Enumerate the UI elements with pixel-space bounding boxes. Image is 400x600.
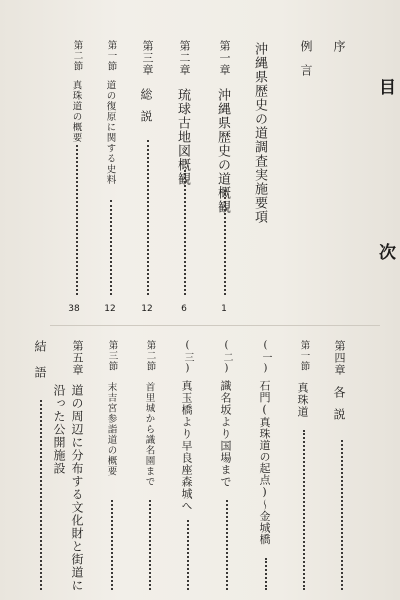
toc-ch3-leader (147, 140, 149, 295)
toc-entry-preface: 序 (332, 40, 346, 53)
toc-ch1-label: 第一章 (218, 40, 231, 76)
toc-ch3-title: 総説 (139, 88, 153, 132)
toc-entry-notes: 例言 (299, 40, 313, 88)
toc-ch3-sec2-title: 真珠道の概要 (70, 80, 82, 143)
toc-ch4-label: 第四章 (333, 340, 346, 376)
toc-entry-conclusion: 結語 (33, 340, 47, 392)
toc-ch3-sec1-label: 第一節 (105, 40, 117, 72)
toc-ch1-page: 1 (221, 304, 227, 314)
toc-ch4-sec2-leader (149, 500, 151, 590)
toc-ch1-leader (224, 190, 226, 295)
toc-ch4-sec1-title: 真珠道 (296, 382, 309, 418)
divider (50, 325, 380, 326)
toc-ch2-label: 第二章 (178, 40, 191, 76)
toc-ch3-label: 第三章 (141, 40, 154, 76)
toc-ch4-item1-title: 石門(真珠道の起点)～金城橋 (258, 380, 271, 545)
toc-ch3-sec2-leader (76, 145, 78, 295)
toc-ch4-item2-marker: (二) (221, 340, 232, 375)
toc-ch4-leader (341, 440, 343, 590)
toc-ch3-page: 12 (141, 304, 153, 314)
toc-ch4-item2-leader (226, 500, 228, 590)
toc-ch4-sec2-label: 第二節 (144, 340, 156, 372)
toc-ch3-sec1-title: 道の復原に関する史料 (104, 80, 116, 185)
toc-conclusion-leader (40, 400, 42, 590)
toc-ch2-leader (184, 170, 186, 295)
toc-ch4-item1-leader (265, 558, 267, 590)
toc-ch5-title-line1: 道の周辺に分布する文化財と街道に (70, 384, 84, 592)
toc-ch4-sec3-title: 末吉宮参詣道の概要 (105, 382, 117, 477)
toc-ch5-label: 第五章 (71, 340, 84, 376)
toc-ch4-item3-marker: (三) (182, 340, 193, 375)
toc-ch2-title: 琉球古地図概観 (175, 88, 190, 186)
toc-ch4-item1-marker: (一) (260, 340, 271, 375)
toc-ch4-sec1-label: 第一節 (298, 340, 310, 372)
toc-ch3-sec1-leader (110, 200, 112, 295)
toc-ch4-title: 各説 (332, 386, 346, 430)
toc-ch2-page: 6 (181, 304, 187, 314)
toc-ch4-sec2-title: 首里城から識名園まで (143, 382, 155, 487)
toc-ch3-sec1-page: 12 (104, 304, 116, 314)
toc-ch4-sec3-leader (111, 500, 113, 590)
toc-ch3-sec2-page: 38 (68, 304, 80, 314)
toc-ch4-item3-title: 真玉橋より早良座森城へ (180, 380, 193, 512)
toc-entry-survey-outline: 沖縄県歴史の道調査実施要項 (252, 42, 267, 224)
toc-ch4-item3-leader (187, 520, 189, 590)
toc-ch4-item2-title: 識名坂より国場まで (219, 380, 232, 488)
toc-ch4-sec1-leader (303, 430, 305, 590)
toc-title-char-2: 次 (375, 243, 395, 260)
toc-ch4-sec3-label: 第三節 (106, 340, 118, 372)
toc-ch5-title-line2: 沿った公開施設 (52, 384, 66, 475)
toc-ch1-title: 沖縄県歴史の道概観 (215, 88, 230, 214)
toc-ch3-sec2-label: 第二節 (71, 40, 83, 72)
toc-title-char-1: 目 (375, 78, 395, 95)
